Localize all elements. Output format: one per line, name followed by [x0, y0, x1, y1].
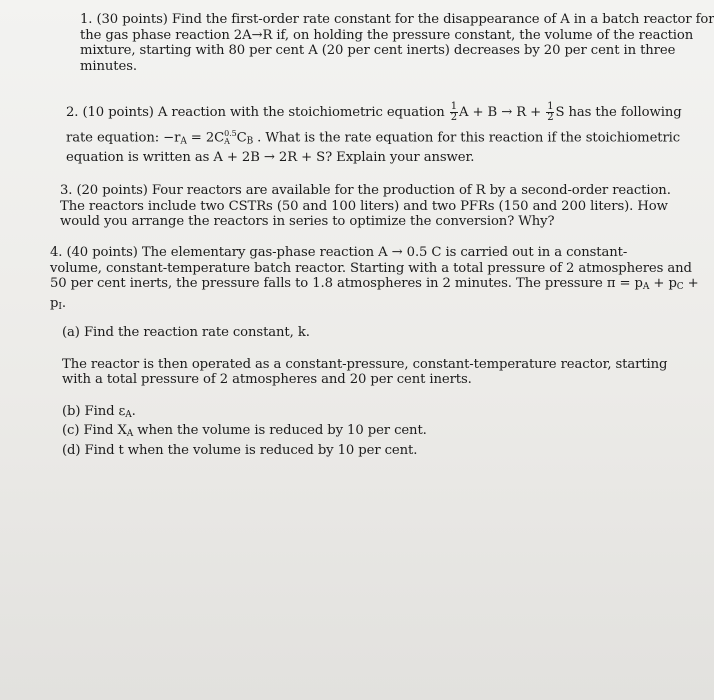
question-2-equation-line [66, 100, 682, 126]
half-fraction: $\frac{1}{2}$ [450, 101, 457, 123]
question-2 [66, 100, 682, 166]
half-fraction: $\frac{1}{2}$ [547, 101, 554, 123]
rate-subscript: A [180, 136, 187, 147]
part-c: (c) Find $X_A$ when the volume is reduced by 10 per cent. [62, 423, 427, 439]
question-3 [60, 183, 671, 230]
question-4-line: 50 per cent inerts, the pressure falls to 1.8 atmospheres in 2 minutes. The pressure $\pi = p_A + p_C$ + [50, 276, 699, 292]
equation-end: S has the following [555, 105, 682, 120]
question-2-line: equation is written as A + 2B → 2R + S? Explain your answer. [66, 150, 475, 165]
question-4-line: volume, constant-temperature batch reactor. Starting with a total pressure of 2 atmospheres and [50, 260, 692, 276]
rate-prefix: rate equation: −r [66, 130, 181, 146]
rate-subscript-b: B [246, 136, 254, 147]
rate-suffix: . What is the rate equation for this reaction if the stoichiometric [253, 130, 681, 146]
question-1-line: the gas phase reaction 2A→R if, on holding the pressure constant, the volume of the reaction [80, 27, 694, 43]
question-3-line: The reactors include two CSTRs (50 and 100 liters) and two PFRs (150 and 200 liters). How [60, 198, 668, 214]
question-4-paragraph: with a total pressure of 2 atmospheres and 20 per cent inerts. [62, 372, 472, 387]
rate-equals: = 2C [186, 130, 225, 146]
question-1 [80, 12, 714, 74]
question-4-line: 4. (40 points) The elementary gas-phase reaction A → 0.5 C is carried out in a constant- [50, 245, 628, 260]
equation-middle: A + B → R + [458, 105, 542, 120]
question-1-line: minutes. [80, 58, 137, 74]
question-2-intro: 2. (10 points) A reaction with the stoichiometric equation [66, 105, 445, 120]
question-4-line: $p_I$. [50, 295, 66, 312]
question-4 [50, 245, 699, 458]
part-d: (d) Find t when the volume is reduced by 10 per cent. [62, 442, 418, 458]
part-a: (a) Find the reaction rate constant, k. [62, 325, 310, 340]
rate-cb: C [236, 130, 247, 146]
rate-exponent: 0.5 A [224, 129, 237, 146]
question-1-line: mixture, starting with 80 per cent A (20 per cent inerts) decreases by 20 per cent in three [80, 43, 676, 58]
question-2-rate-line [66, 130, 682, 150]
question-3-line: 3. (20 points) Four reactors are available for the production of R by a second-order reaction. [60, 183, 671, 198]
question-4-paragraph: The reactor is then operated as a constant-pressure, constant-temperature reactor, starting [62, 356, 668, 372]
question-1-line: 1. (30 points) Find the first-order rate constant for the disappearance of A in a batch reactor for [80, 12, 714, 27]
part-b: (b) Find $\varepsilon_A$. [62, 403, 136, 420]
question-3-line: would you arrange the reactors in series to optimize the conversion? Why? [60, 214, 555, 229]
